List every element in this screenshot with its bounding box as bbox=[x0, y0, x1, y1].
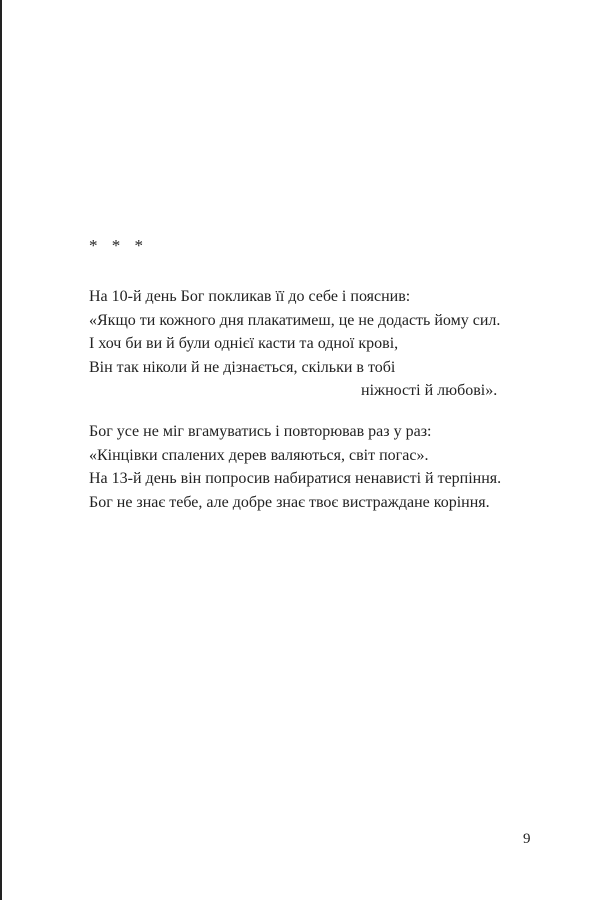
poem-line: Він так ніколи й не дізнається, скільки в тобі bbox=[89, 358, 396, 376]
poem-line: Бог усе не міг вгамуватись і повторював раз у раз: bbox=[89, 423, 432, 440]
poem-line: На 13-й день він попросив набиратися ненависті й терпіння. bbox=[89, 470, 502, 487]
stanza-2 bbox=[89, 420, 559, 514]
poem-line-continuation: ніжності й любові». bbox=[361, 382, 498, 399]
poem-line: І хоч би ви й були однієї касти та одної крові, bbox=[89, 335, 399, 352]
poem-line: «Кінцівки спалених дерев валяються, світ погас». bbox=[89, 446, 429, 464]
page-number: 9 bbox=[523, 831, 531, 847]
poem-line: Бог не знає тебе, але добре знає твоє вистраждане коріння. bbox=[89, 493, 490, 511]
poem-line: «Якщо ти кожного дня плакатимеш, це не додасть йому сил. bbox=[89, 311, 501, 329]
stanza-1 bbox=[89, 285, 559, 403]
page-edge bbox=[0, 0, 2, 900]
poem-line: На 10-й день Бог покликав її до себе і пояснив: bbox=[89, 288, 411, 305]
section-separator: * * * bbox=[89, 236, 148, 255]
